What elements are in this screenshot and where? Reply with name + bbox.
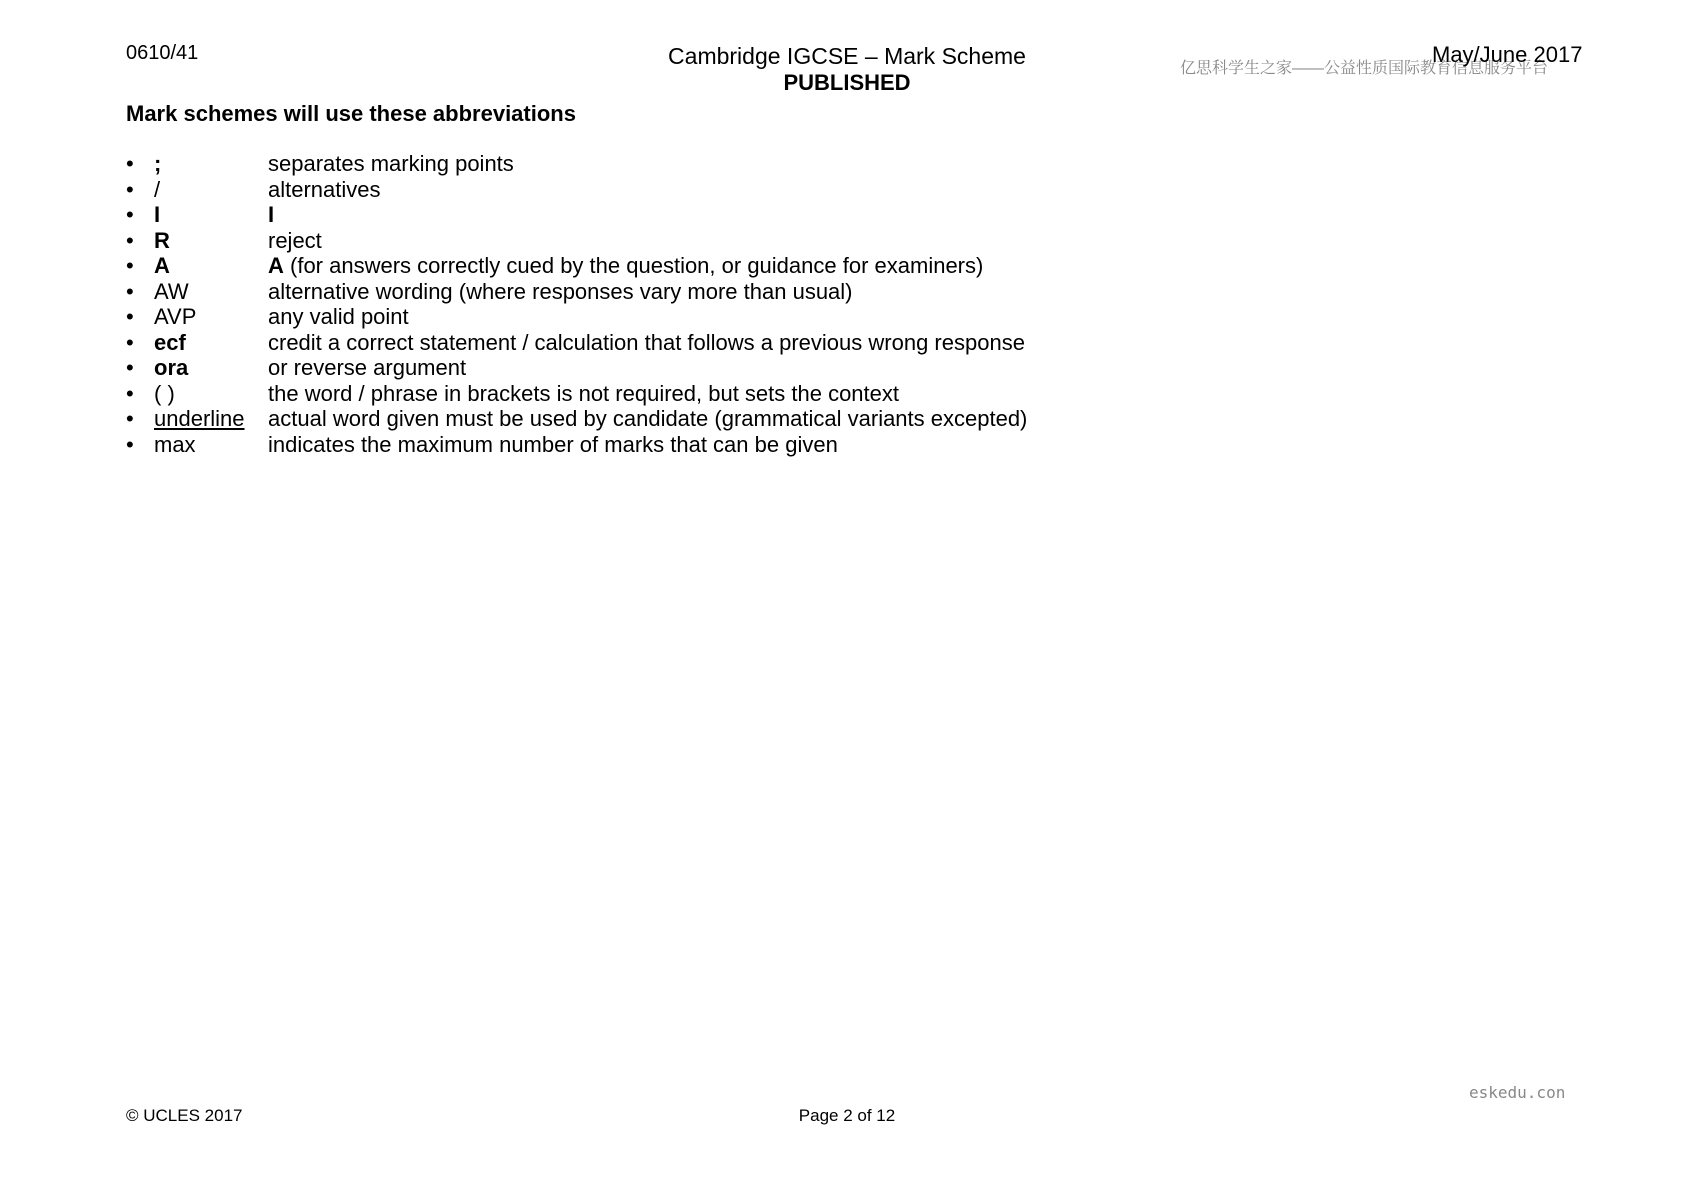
bullet: • [126,227,134,253]
list-item [126,330,1027,356]
bullet: • [126,329,134,355]
abbreviation: / [154,176,161,202]
bullet: • [126,151,134,176]
abbreviation: I [154,202,161,227]
meaning: separates marking points [268,151,514,176]
meaning: or reverse argument [268,355,467,380]
abbreviation: ( ) [154,380,175,406]
list-item [126,355,1027,381]
meaning: A (for answers correctly cued by the question, or guidance for examiners) [268,253,984,278]
abbreviation: ecf [154,329,186,355]
meaning: any valid point [268,304,409,329]
meaning: alternatives [268,176,381,202]
meaning: reject [268,227,322,253]
copyright: © UCLES 2017 [126,1106,243,1125]
list-item [126,304,1027,330]
bullet: • [126,406,134,431]
abbreviation: max [154,431,196,457]
document-title: Cambridge IGCSE – Mark Scheme [668,43,1026,69]
list-item [126,151,1027,177]
bullet: • [126,431,134,457]
list-item [126,432,1027,458]
bullet: • [126,278,134,304]
watermark-bottom: eskedu.con [1469,1083,1566,1102]
published-label: PUBLISHED [783,70,911,95]
meaning: the word / phrase in brackets is not required, but sets the context [268,380,900,406]
meaning: credit a correct statement / calculation that follows a previous wrong response [268,329,1025,355]
section-heading: Mark schemes will use these abbreviations [126,101,576,126]
paper-code: 0610/41 [126,42,199,64]
list-item [126,406,1027,432]
abbreviation: AVP [154,304,197,329]
meaning: alternative wording (where responses vary more than usual) [268,278,853,304]
abbreviation: ora [154,355,189,380]
exam-session: May/June 2017 [1432,42,1583,67]
abbreviation: R [154,227,170,253]
watermark-top: 亿思科学生之家——公益性质国际教育信息服务平台 [1180,60,1549,77]
meaning: I [268,202,275,227]
bullet: • [126,202,134,227]
bullet: • [126,355,134,380]
list-item [126,253,1027,279]
abbreviation: A [154,253,170,278]
bullet: • [126,380,134,406]
list-item [126,228,1027,254]
meaning: actual word given must be used by candidate (grammatical variants excepted) [268,406,1028,431]
abbreviation-list [126,151,1027,457]
list-item [126,202,1027,228]
meaning: indicates the maximum number of marks that can be given [268,431,838,457]
list-item [126,381,1027,407]
abbreviation: ; [154,151,162,176]
abbreviation: AW [154,278,189,304]
page-number: Page 2 of 12 [798,1106,896,1125]
list-item [126,177,1027,203]
abbreviation: underline [154,406,245,431]
bullet: • [126,176,134,202]
bullet: • [126,253,134,278]
list-item [126,279,1027,305]
bullet: • [126,304,134,329]
